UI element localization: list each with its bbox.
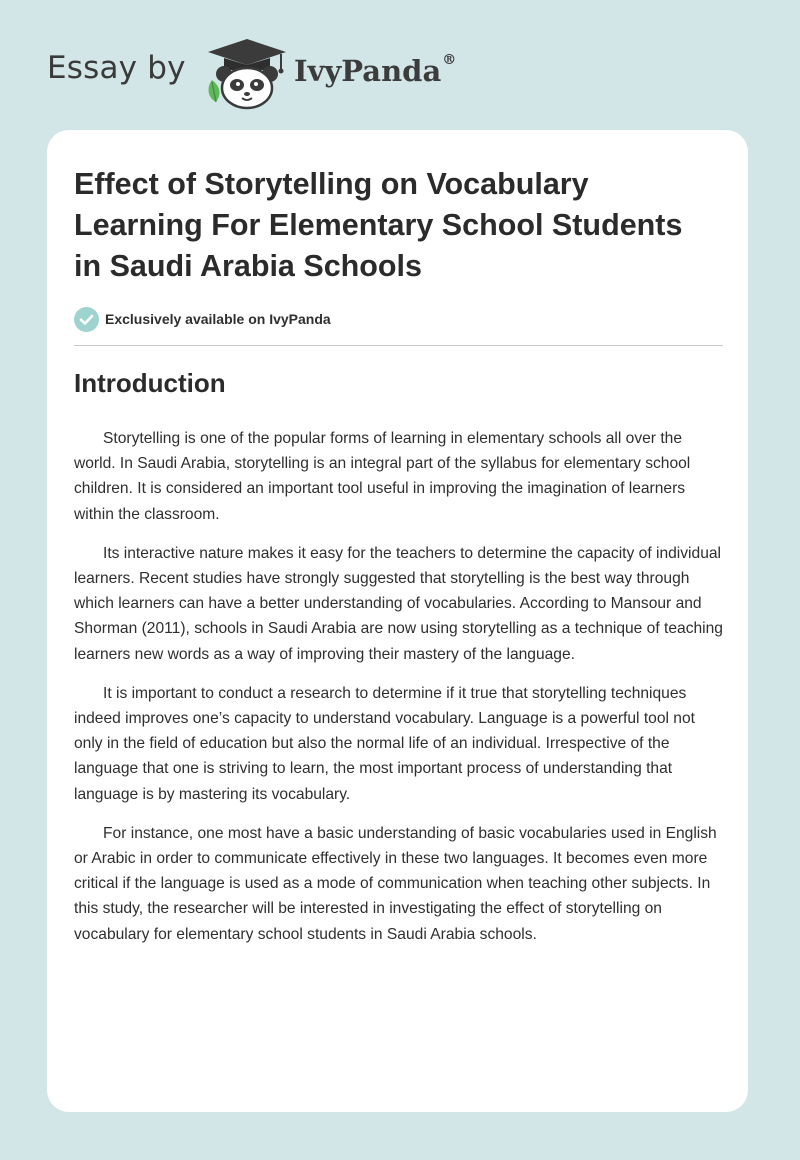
- paragraph: It is important to conduct a research to determine if it true that storytelling techniques indeed improves one’s capacity to understand vocabulary. Language is a powerful tool not only in the field of education but also the normal life of an individual. Irrespective of the language that one is striving to learn, the most important process of understanding that language is by mastering its vocabulary.: [74, 684, 695, 803]
- essay-by-label: Essay by: [47, 50, 186, 86]
- divider: [74, 345, 723, 346]
- registered-mark: ®: [442, 52, 457, 68]
- exclusive-badge: [74, 306, 331, 332]
- paragraph: For instance, one most have a basic understanding of basic vocabularies used in English or Arabic in order to communicate effectively in these two languages. It becomes even more critical if the language is used as a mode of communication when teaching other subjects. In this study, the researcher will be interested in investigating the effect of storytelling on vocabulary for elementary school students in Saudi Arabia schools.: [74, 824, 717, 943]
- essay-body: [74, 426, 724, 961]
- site-header: [47, 34, 567, 110]
- check-badge-icon: [74, 307, 99, 332]
- paragraph: Storytelling is one of the popular forms of learning in elementary schools all over the world. In Saudi Arabia, storytelling is an integral part of the syllabus for elementary school children. It is considered an important tool useful in improving the imagination of learners within the classroom.: [74, 430, 691, 523]
- exclusive-label: Exclusively available on IvyPanda: [105, 311, 331, 327]
- panda-graduation-cap-icon[interactable]: [202, 36, 292, 110]
- section-heading-introduction: Introduction: [74, 368, 226, 398]
- paragraph: Its interactive nature makes it easy for the teachers to determine the capacity of individual learners. Recent studies have strongly suggested that storytelling is the best way through which learners can have a better understanding of vocabularies. According to Mansour and Shorman (2011), schools in Saudi Arabia are now using storytelling as a technique of teaching learners new words as a way of improving their mastery of the language.: [74, 544, 723, 663]
- essay-card: [47, 130, 748, 1112]
- page-title: Effect of Storytelling on Vocabulary Learning For Elementary School Students in Saudi Arabia Schools: [74, 167, 683, 283]
- brand-name[interactable]: IvyPanda®: [294, 52, 457, 88]
